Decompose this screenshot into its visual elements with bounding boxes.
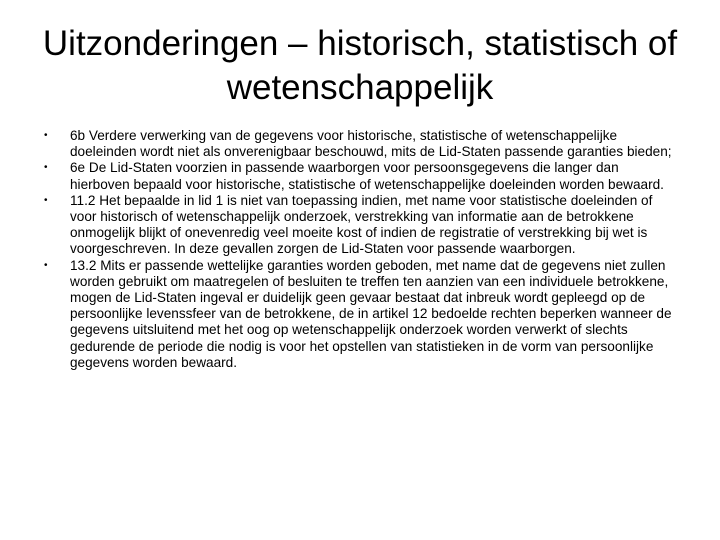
bullet-text: 6b Verdere verwerking van de gegevens voor historische, statistische of wetenschappelijke doeleinden wordt niet als onverenigbaar beschouwd, mits de Lid-Staten passende garanties bieden; — [70, 128, 672, 160]
bullet-text: 13.2 Mits er passende wettelijke garanties worden geboden, met name dat de gegevens niet zullen worden gebruikt om maatregelen of besluiten te treffen ten aanzien van een individuele betrokkene, mogen de Lid-Staten ingeval er duidelijk geen gevaar bestaat dat inbreuk wordt gepleegd op de persoonlijke levenssfeer van de betrokkene, de in artikel 12 bedoelde rechten beperken wanneer de gegevens uitsluitend met het oog op wetenschappelijk onderzoek worden verwerkt of slechts gedurende de periode die nodig is voor het opstellen van statistieken in de vorm van persoonlijke gegevens worden bewaard. — [70, 257, 672, 370]
bullet-text: 11.2 Het bepaalde in lid 1 is niet van toepassing indien, met name voor statistische doeleinden of voor historisch of wetenschappelijk onderzoek, verstrekking van informatie aan de betrokkene onmogelijk blijkt of onevenredig veel moeite kost of indien de registratie of verstrekking bij wet is voorgeschreven. In deze gevallen zorgen de Lid-Staten voor passende waarborgen. — [70, 192, 653, 257]
bullet-item-6b — [44, 128, 674, 160]
bullet-dot-icon: • — [44, 194, 48, 206]
bullet-item-11-2 — [44, 193, 674, 258]
bullet-dot-icon: • — [44, 259, 48, 271]
slide-title: Uitzonderingen – historisch, statistisch of wetenschappelijk — [42, 24, 678, 107]
bullet-text: 6e De Lid-Staten voorzien in passende waarborgen voor persoonsgegevens die langer dan hierboven bepaald voor historische, statistische of wetenschappelijke doeleinden worden bewaard. — [70, 160, 664, 192]
bullet-dot-icon: • — [44, 162, 48, 174]
bullet-item-6e — [44, 160, 674, 192]
bullet-list — [44, 128, 674, 371]
bullet-item-13-2 — [44, 258, 674, 371]
bullet-dot-icon: • — [44, 130, 48, 141]
